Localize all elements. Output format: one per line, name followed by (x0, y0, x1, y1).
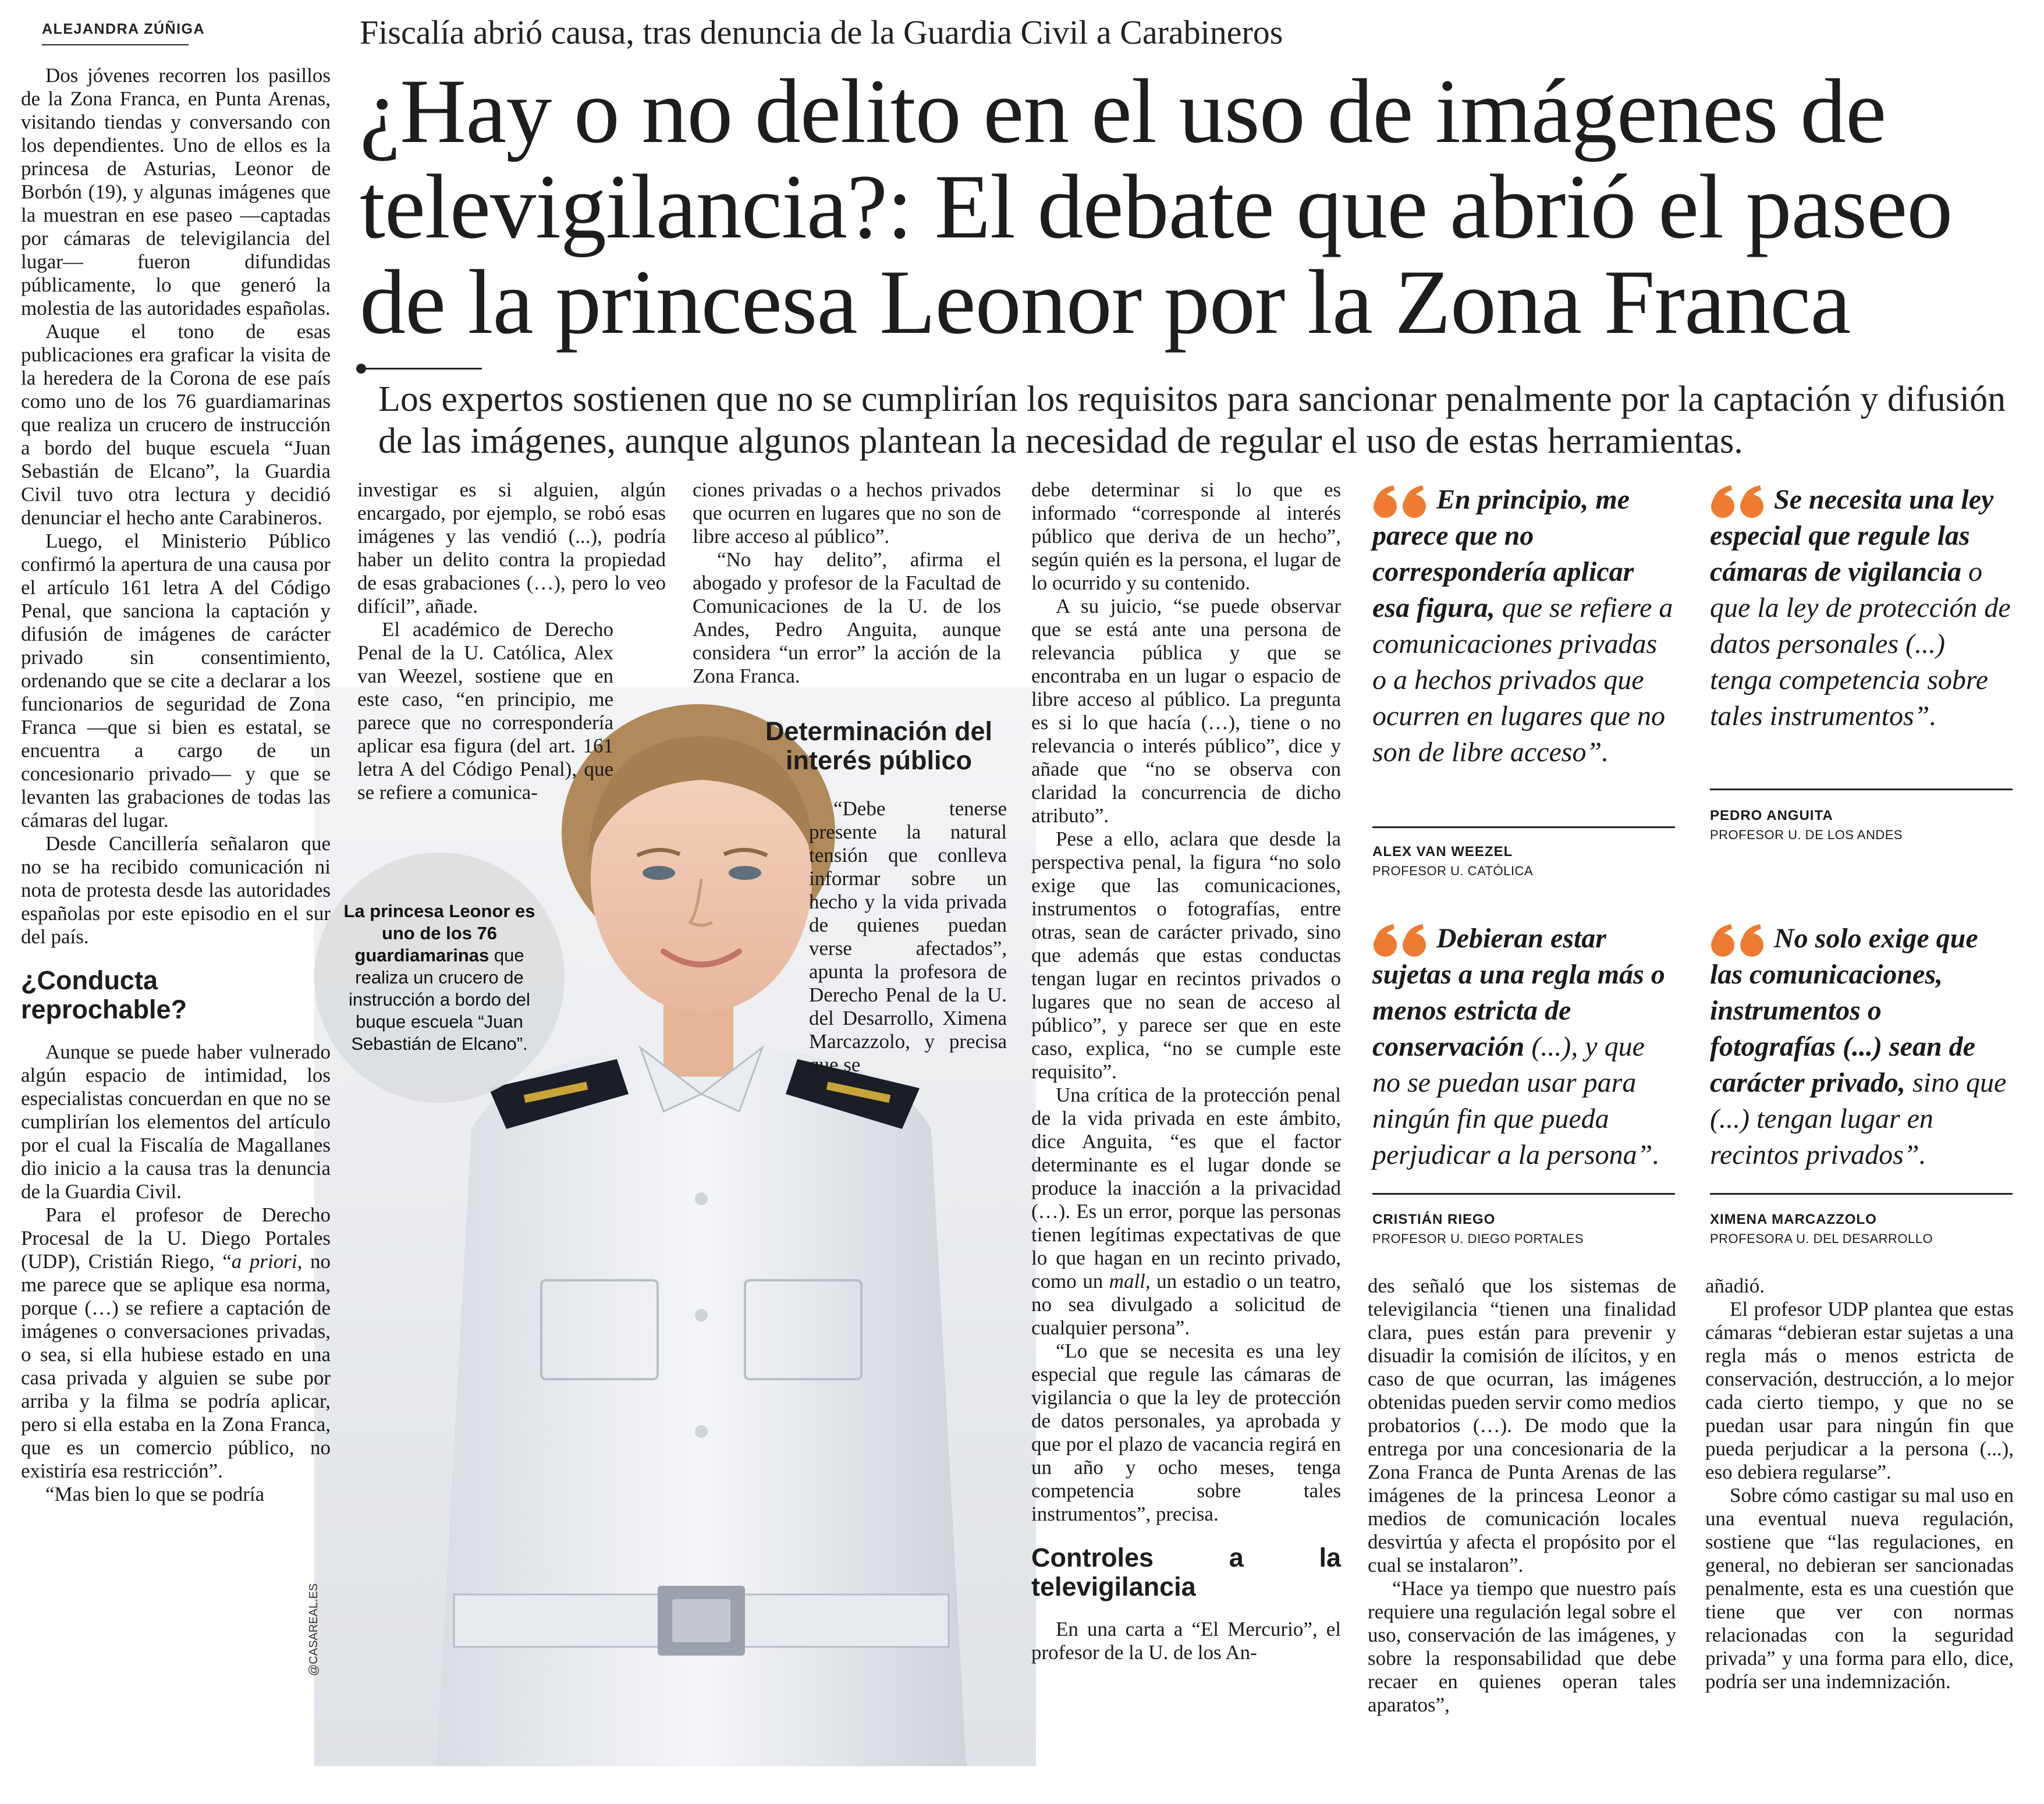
col1-paragraph-2: Auque el tono de esas publicaciones era graficar la visita de la heredera de la Corona de ese país como uno de los 76 guardiamarinas que realiza un crucero de instrucción a bordo del buque escuela “Juan Sebastián de Elcano”, la Guardia Civil tuvo otra lectura y decidió denunciar el hecho ante Carabineros. (21, 320, 331, 529)
pull-quote-1 (1372, 482, 1675, 770)
pull-quote-3-rest: (...), y que no se puedan usar para ningún fin que pueda perjudicar a la persona”. (1372, 1031, 1660, 1170)
col1-paragraph-6-italic: a priori (231, 1250, 297, 1273)
col6-paragraph-3: Sobre cómo castigar su mal uso en una eventual nueva regulación, sostiene que “las regulaciones, en general, no debieran ser sancionadas penalmente, esta es una cuestión que tiene que ver con normas relacionadas con la seguridad privada” y una forma para ello, dice, podría ser una indemnización. (1705, 1484, 2014, 1693)
pull-quote-3-bold: Debieran estar sujetas a una regla más o menos estricta de conservación (1372, 923, 1665, 1062)
col2-paragraph-1: investigar es si alguien, algún encargado, por ejemplo, se robó esas imágenes y las vendió (...), podría haber un delito contra la propiedad de esas grabaciones (…), pero lo veo difícil”, añade. (357, 478, 666, 617)
col2-paragraph-2: El académico de Derecho Penal de la U. Católica, Alex van Weezel, sostiene que en este caso, “en principio, me parece que no correspondería aplicar esa figura (del art. 161 letra A del Código Penal), que se refiere a comunica- (357, 618, 613, 804)
headline-rule (360, 368, 482, 370)
col1-paragraph-6a: Para el profesor de Derecho Procesal de la U. Diego Portales (UDP), Cristián Riego, “ (21, 1203, 331, 1273)
column-4 (1031, 478, 1341, 1664)
column-3 (693, 478, 1001, 688)
col4-paragraph-4 (1031, 1084, 1341, 1340)
col5-paragraph-1: des señaló que los sistemas de televigilancia “tienen una finalidad clara, pues están para prevenir y disuadir la comisión de ilícitos, y en caso de que ocurran, las imágenes obtenidas pueden servir como medios probatorios (…). De modo que la entrega por una concesionaria de la Zona Franca de Punta Arenas de las imágenes de la princesa Leonor a medios de comunicación locales desvirtúa y afecta el propósito por el cual se instalaron”. (1368, 1274, 1676, 1576)
photo-credit: @CASAREAL.ES (307, 1583, 320, 1676)
pull-quote-1-name: ALEX VAN WEEZEL (1372, 844, 1513, 860)
col4-paragraph-4a: Una crítica de la protección penal de la vida privada en este ámbito, dice Anguita, “es que el factor determinante es el lugar donde se produce la inacción a la privacidad (…). Es un error, porque las personas tienen legítimas expectativas de que lo que hagan en un recinto privado, como un (1031, 1084, 1341, 1292)
deck: Los expertos sostienen que no se cumplirían los requisitos para sancionar penalmente por la captación y difusión de las imágenes, aunque algunos plantean la necesidad de regular el uso de estas herramientas. (378, 379, 2006, 461)
byline-rule (42, 44, 189, 45)
column-1 (21, 64, 331, 1506)
byline: ALEJANDRA ZÚÑIGA (42, 21, 205, 37)
col4-paragraph-5: “Lo que se necesita es una ley especial que regule las cámaras de vigilancia o que la ley de protección de datos personales, ya aprobada y que por el plazo de vacancia regirá en un año y ocho meses, tenga competencia sobre tales instrumentos”, precisa. (1031, 1340, 1341, 1525)
photo-caption (314, 853, 565, 1103)
pull-quote-3-role: PROFESOR U. DIEGO PORTALES (1372, 1231, 1584, 1246)
pull-quote-4-bold: No solo exige que las comunicaciones, instrumentos o fotografías (...) sean de carácter privado, (1710, 923, 1978, 1098)
col3-paragraph-2: “No hay delito”, afirma el abogado y profesor de la Facultad de Comunicaciones de la U. de los Andes, Pedro Anguita, aunque considera “un error” la acción de la Zona Franca. (693, 548, 1001, 687)
col1-paragraph-6 (21, 1203, 331, 1483)
headline: ¿Hay o no delito en el uso de imágenes de televigilancia?: El debate que abrió el paseo de la princesa Leonor por la Zona Franca (360, 61, 1953, 353)
quote-mark-icon (1710, 921, 1774, 957)
pull-quote-4-role: PROFESORA U. DEL DESARROLLO (1710, 1231, 1933, 1246)
pull-quote-3 (1372, 921, 1675, 1173)
col6-paragraph-1: añadió. (1705, 1274, 1765, 1297)
col1-paragraph-3: Luego, el Ministerio Público confirmó la apertura de una causa por el artículo 161 letra A del Código Penal, que sanciona la captación y difusión de imágenes de carácter privado sin consentimiento, ordenando que se cite a declarar a los funcionarios de seguridad de Zona Franca —que si bien es estatal, se encuentra a cargo de un concesionario privado— y que se levanten las grabaciones de todas las cámaras del lugar. (21, 530, 331, 832)
col4-paragraph-3: Pese a ello, aclara que desde la perspectiva penal, la figura “no solo exige que las comunicaciones, instrumentos o fotografías, entre otras, sean de carácter privado, sino que además que estas conductas tengan lugar en recintos privados o lugares que no sean de acceso al público”, y parece ser que en este caso, explica, “no se cumple este requisito”. (1031, 828, 1341, 1083)
col3-subheading: Determinación del interés público (765, 716, 993, 775)
column-5 (1368, 1274, 1676, 1717)
pull-quote-4-rule (1710, 1193, 2013, 1195)
col4-paragraph-6: En una carta a “El Mercurio”, el profesor de la U. de los An- (1031, 1618, 1341, 1664)
col4-subheading: Controles a la televigilancia (1031, 1543, 1341, 1601)
photo-caption-rest: que realiza un crucero de instrucción a bordo del buque escuela “Juan Sebastián de Elcano”. (349, 945, 530, 1054)
pull-quote-3-name: CRISTIÁN RIEGO (1372, 1212, 1496, 1227)
pull-quote-2-name: PEDRO ANGUITA (1710, 808, 1833, 823)
col3-paragraph-1: ciones privadas o a hechos privados que ocurren en lugares que no son de libre acceso al público”. (693, 478, 1001, 548)
pull-quote-2 (1710, 482, 2013, 734)
headline-rule-dot (356, 364, 366, 374)
pull-quote-1-bold: En principio, me parece que no correspondería aplicar esa figura, (1372, 484, 1634, 623)
col1-paragraph-6b: , no me parece que se aplique esa norma, porque (…) se refiere a captación de imágenes o conversaciones privadas, o sea, si ella hubiese estado en una casa privada y alguien se sube por arriba y la filma se podría aplicar, pero si ella estaba en la Zona Franca, que es un comercio público, no existiría esa restricción”. (21, 1250, 331, 1482)
quote-mark-icon (1710, 482, 1774, 518)
col1-paragraph-7: “Mas bien lo que se podría (45, 1483, 265, 1505)
col1-paragraph-1: Dos jóvenes recorren los pasillos de la Zona Franca, en Punta Arenas, visitando tiendas y conversando con los dependientes. Uno de ellos es la princesa de Asturias, Leonor de Borbón (19), y algunas imágenes que la muestran en ese paseo —captadas por cámaras de televigilancia del lugar— fueron difundidas públicamente, lo que generó la molestia de las autoridades españolas. (21, 64, 331, 319)
col3-paragraph-3: “Debe tenerse presente la natural tensión que conlleva informar sobre un hecho y la vida privada de quienes puedan verse afectados”, apunta la profesora de Derecho Penal de la U. del Desarrollo, Ximena Marcazzolo, y precisa que se (809, 797, 1007, 1076)
pull-quote-1-role: PROFESOR U. CATÓLICA (1372, 864, 1534, 878)
pull-quote-2-role: PROFESOR U. DE LOS ANDES (1710, 828, 1903, 842)
col4-paragraph-1: debe determinar si lo que es informado “corresponde al interés público que deriva de un hecho”, según quién es la persona, el lugar de lo ocurrido y su contenido. (1031, 478, 1341, 594)
col1-paragraph-4: Desde Cancillería señalaron que no se ha recibido comunicación ni nota de protesta desde las autoridades españolas por este episodio en el sur del país. (21, 832, 331, 948)
col5-paragraph-2: “Hace ya tiempo que nuestro país requiere una regulación legal sobre el uso, conservación de las imágenes, y sobre la responsabilidad que debe recaer en quienes operan tales aparatos”, (1368, 1577, 1676, 1716)
pull-quote-2-rest: o que la ley de protección de datos personales (...) tenga competencia sobre tales instrumentos”. (1710, 556, 2011, 731)
pull-quote-1-rest: que se refiere a comunicaciones privadas o a hechos privados que ocurren en lugares que no son de libre acceso”. (1372, 592, 1673, 768)
pull-quote-4 (1710, 921, 2013, 1173)
col4-paragraph-4-italic: mall (1109, 1270, 1145, 1292)
pull-quote-4-name: XIMENA MARCAZZOLO (1710, 1212, 1877, 1227)
quote-mark-icon (1372, 921, 1436, 957)
photo-caption-bold: La princesa Leonor es uno de los 76 guardiamarinas (343, 901, 535, 965)
col4-paragraph-2: A su juicio, “se puede observar que se está ante una persona de relevancia pública y que se encontraba en un lugar o espacio de libre acceso al público. La pregunta es si lo que hacía (…), tiene o no relevancia o interés público”, dice y añade que “no se observa con claridad la concurrencia de dicho atributo”. (1031, 595, 1341, 827)
col1-paragraph-5: Aunque se puede haber vulnerado algún espacio de intimidad, los especialistas concuerdan en que no se cumplirían los elementos del artículo por el cual la Fiscalía de Magallanes dio inicio a la causa tras la denuncia de la Guardia Civil. (21, 1041, 331, 1203)
pull-quote-2-bold: Se necesita una ley especial que regule las cámaras de vigilancia (1710, 484, 1994, 587)
pull-quote-4-rest: sino que (...) tengan lugar en recintos privados”. (1710, 1067, 2007, 1170)
col1-subheading: ¿Conducta reprochable? (21, 965, 187, 1024)
quote-mark-icon (1372, 482, 1436, 518)
column-3-lower (809, 797, 1007, 1077)
pull-quote-2-rule (1710, 789, 2013, 790)
col4-paragraph-4b: , un estadio o un teatro, no sea divulgado a solicitud de cualquier persona”. (1031, 1270, 1341, 1339)
column-6 (1705, 1274, 2014, 1693)
pull-quote-3-rule (1372, 1193, 1675, 1195)
column-2 (357, 478, 666, 804)
pull-quote-1-rule (1372, 826, 1675, 828)
kicker: Fiscalía abrió causa, tras denuncia de la Guardia Civil a Carabineros (360, 13, 1283, 51)
col6-paragraph-2: El profesor UDP plantea que estas cámaras “debieran estar sujetas a una regla más o menos estricta de conservación, destrucción, a lo mejor cada cierto tiempo, y que no se puedan usar para ningún fin que pueda perjudicar a la persona (...), eso debiera regularse”. (1705, 1298, 2014, 1483)
